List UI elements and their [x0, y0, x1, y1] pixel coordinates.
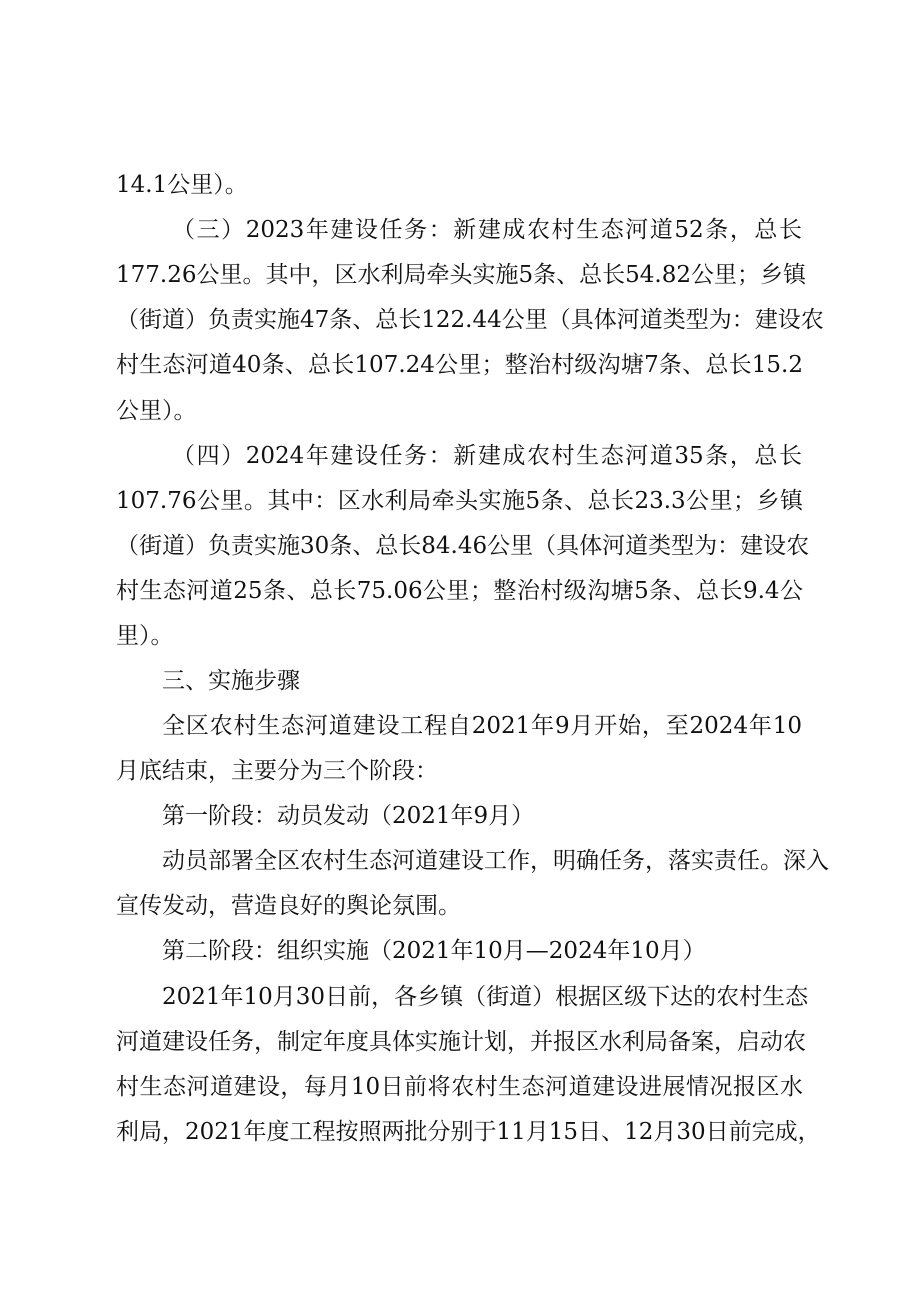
text-line: （三）2023年建设任务：新建成农村生态河道52条，总长	[172, 217, 802, 243]
text-line: 利局，2021年度工程按照两批分别于11月15日、12月30日前完成，	[116, 1119, 821, 1145]
text-line: 公里）。	[116, 398, 197, 424]
text-line: 里）。	[116, 623, 174, 649]
text-line: 月底结束，主要分为三个阶段：	[116, 758, 438, 784]
text-line: 107.76公里。其中：区水利局牵头实施5条、总长23.3公里；乡镇	[116, 488, 803, 514]
text-line: 全区农村生态河道建设工程自2021年9月开始，至2024年10	[162, 713, 802, 739]
stage-heading: 第一阶段：动员发动（2021年9月）	[162, 803, 535, 829]
text-line: 177.26公里。其中，区水利局牵头实施5条、总长54.82公里；乡镇	[116, 262, 806, 288]
text-line: 宣传发动，营造良好的舆论氛围。	[116, 893, 461, 919]
text-line: 河道建设任务，制定年度具体实施计划，并报区水利局备案，启动农	[116, 1029, 806, 1055]
text-line: 村生态河道建设，每月10日前将农村生态河道建设进展情况报区水	[116, 1074, 803, 1100]
section-heading: 三、实施步骤	[162, 668, 300, 694]
stage-heading: 第二阶段：组织实施（2021年10月—2024年10月）	[162, 938, 706, 964]
text-line: 2021年10月30日前，各乡镇（街道）根据区级下达的农村生态	[162, 984, 809, 1010]
text-line: 村生态河道40条、总长107.24公里；整治村级沟塘7条、总长15.2	[116, 352, 803, 378]
text-line: （街道）负责实施47条、总长122.44公里（具体河道类型为：建设农	[116, 307, 824, 333]
text-line: 14.1公里）。	[116, 172, 248, 198]
text-line: 动员部署全区农村生态河道建设工作，明确任务，落实责任。深入	[162, 848, 829, 874]
text-line: 村生态河道25条、总长75.06公里；整治村级沟塘5条、总长9.4公	[116, 578, 803, 604]
text-line: （四）2024年建设任务：新建成农村生态河道35条，总长	[172, 443, 802, 469]
text-line: （街道）负责实施30条、总长84.46公里（具体河道类型为：建设农	[116, 533, 810, 559]
